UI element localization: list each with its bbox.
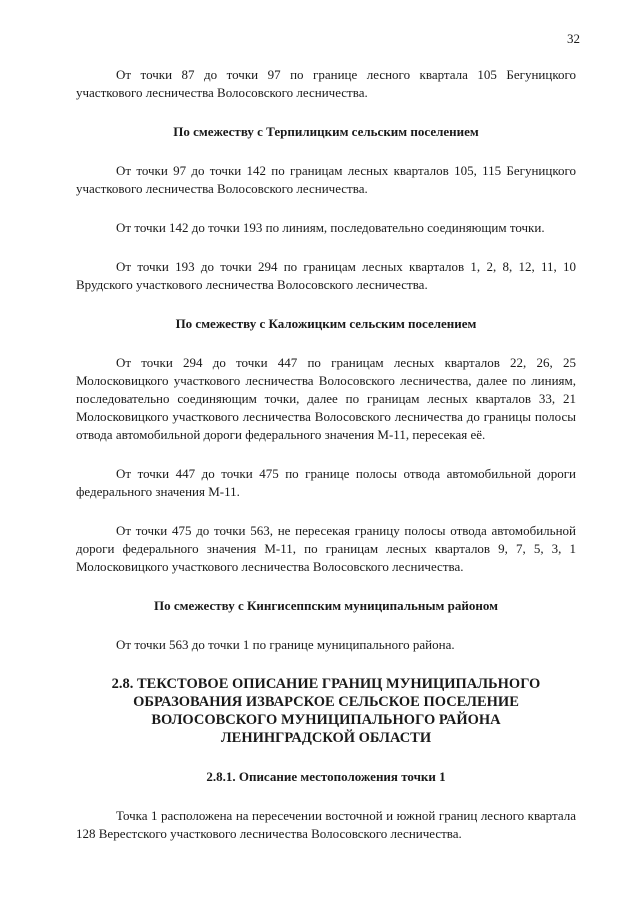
section-title-line-3: ВОЛОСОВСКОГО МУНИЦИПАЛЬНОГО РАЙОНА bbox=[151, 712, 501, 728]
section-title-line-4: ЛЕНИНГРАДСКОЙ ОБЛАСТИ bbox=[220, 730, 432, 746]
paragraph-point-97-142: От точки 97 до точки 142 по границам лесных кварталов 105, 115 Бегуницкого участкового лесничества Волосовского лесничества. bbox=[76, 163, 576, 196]
paragraph-point-475-563: От точки 475 до точки 563, не пересекая границу полосы отвода автомобильной дороги федерального значения М-11, по границам лесных кварталов 9, 7, 5, 3, 1 Молосковицкого участкового лесничества Волосовского лесничества. bbox=[76, 523, 576, 574]
paragraph-point-193-294: От точки 193 до точки 294 по границам лесных кварталов 1, 2, 8, 12, 11, 10 Врудского участкового лесничества Волосовского лесничества. bbox=[76, 259, 576, 292]
page-number: 32 bbox=[567, 31, 580, 46]
section-title-line-2: ОБРАЗОВАНИЯ ИЗВАРСКОЕ СЕЛЬСКОЕ ПОСЕЛЕНИЕ bbox=[133, 694, 519, 710]
heading-kalozhitskoe: По смежеству с Каложицким сельским поселением bbox=[175, 316, 477, 331]
paragraph-point-1-location: Точка 1 расположена на пересечении восточной и южной границ лесного квартала 128 Верестского участкового лесничества Волосовского лесничества. bbox=[76, 808, 576, 841]
subsection-title: 2.8.1. Описание местоположения точки 1 bbox=[206, 769, 446, 784]
paragraph-point-294-447: От точки 294 до точки 447 по границам лесных кварталов 22, 26, 25 Молосковицкого участкового лесничества Волосовского лесничества, далее по линиям, последовательно соединяющим точки, далее по границам лесных кварталов 33, 21 Молосковицкого участкового лесничества Волосовского лесничества до границы полосы отвода автомобильной дороги федерального значения М-11, пересекая её. bbox=[76, 355, 576, 442]
heading-kingiseppsky: По смежеству с Кингисеппским муниципальным районом bbox=[154, 598, 498, 613]
paragraph-point-447-475: От точки 447 до точки 475 по границе полосы отвода автомобильной дороги федерального значения М-11. bbox=[76, 466, 576, 499]
document-body bbox=[76, 66, 576, 843]
section-title bbox=[76, 675, 576, 747]
paragraph-point-563-1: От точки 563 до точки 1 по границе муниципального района. bbox=[116, 637, 455, 652]
heading-terpilitskoe: По смежеству с Терпилицким сельским поселением bbox=[173, 124, 479, 139]
paragraph-point-87-97: От точки 87 до точки 97 по границе лесного квартала 105 Бегуницкого участкового лесничества Волосовского лесничества. bbox=[76, 67, 576, 100]
paragraph-point-142-193: От точки 142 до точки 193 по линиям, последовательно соединяющим точки. bbox=[116, 220, 545, 235]
section-title-line-1: 2.8. ТЕКСТОВОЕ ОПИСАНИЕ ГРАНИЦ МУНИЦИПАЛЬНОГО bbox=[111, 676, 541, 692]
